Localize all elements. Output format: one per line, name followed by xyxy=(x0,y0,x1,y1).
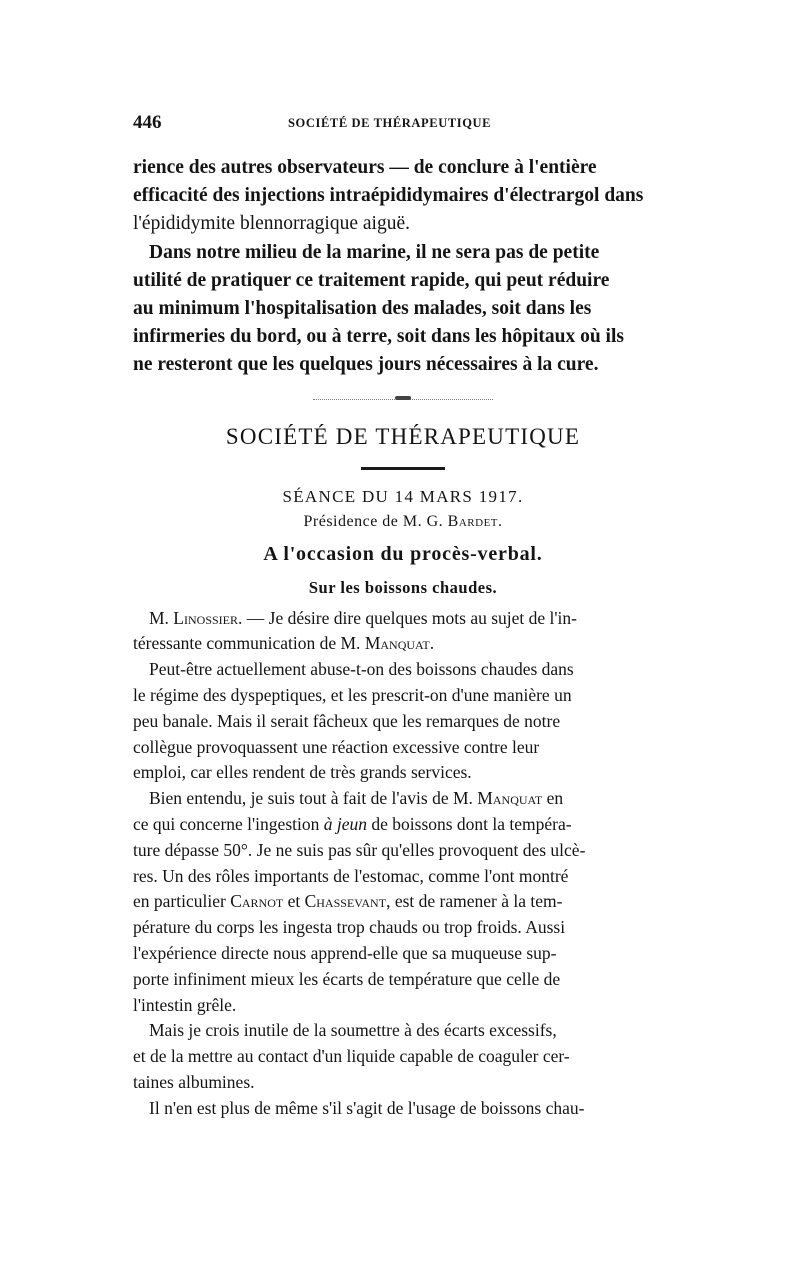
text-line: emploi, car elles rendent de très grands services. xyxy=(133,762,472,783)
author-name: Manquat xyxy=(364,633,430,654)
text-line: efficacité des injections intraépididymaires d'électrargol dans xyxy=(133,185,644,207)
text-span: en particulier xyxy=(133,891,231,912)
text-line: porte infiniment mieux les écarts de température que celle de xyxy=(133,968,561,989)
section-ornament xyxy=(133,390,673,410)
presidence-line xyxy=(133,513,673,531)
text-line: Mais je crois inutile de la soumettre à des écarts excessifs, xyxy=(149,1020,557,1041)
intro-paragraph-1 xyxy=(133,154,673,239)
text-line xyxy=(133,631,673,657)
text-line xyxy=(133,812,673,838)
text-span: . xyxy=(429,633,435,654)
text-line: l'intestin grêle. xyxy=(133,994,237,1015)
text-span: et xyxy=(283,891,305,912)
italic-span: à jeun xyxy=(323,814,367,834)
title-rule xyxy=(361,467,445,470)
section-title: SOCIÉTÉ DE THÉRAPEUTIQUE xyxy=(225,423,581,449)
text-line: infirmeries du bord, ou à terre, soit dans les hôpitaux où ils xyxy=(133,326,624,348)
author-name: Chassevant xyxy=(304,891,387,912)
book-page xyxy=(133,112,673,1122)
speaker-name: M. Linossier. xyxy=(149,607,243,628)
text-line: Peut-être actuellement abuse-t-on des boissons chaudes dans xyxy=(149,659,574,680)
text-line: collègue provoquassent une réaction excessive contre leur xyxy=(133,736,540,757)
text-span: , est de ramener à la tem- xyxy=(386,891,563,912)
text-line xyxy=(133,786,673,812)
text-span: ce qui concerne l'ingestion xyxy=(133,814,324,834)
text-span: Bien entendu, je suis tout à fait de l'avis de M. xyxy=(149,788,478,809)
text-line: peu banale. Mais il serait fâcheux que les remarques de notre xyxy=(133,710,561,731)
subsubhead: Sur les boissons chaudes. xyxy=(308,577,498,597)
author-name: Manquat xyxy=(477,788,543,809)
ornament-fleuron xyxy=(395,396,411,400)
text-span: — Je désire dire quelques mots au sujet de l'in- xyxy=(242,607,577,628)
text-line: ture dépasse 50°. Je ne suis pas sûr qu'elles provoquent des ulcè- xyxy=(133,839,586,860)
author-name: Carnot xyxy=(230,891,284,912)
text-line: ne resteront que les quelques jours nécessaires à la cure. xyxy=(133,354,599,376)
text-span: en xyxy=(542,788,564,809)
text-line: et de la mettre au contact d'un liquide capable de coaguler cer- xyxy=(133,1046,570,1067)
page-number: 446 xyxy=(133,112,162,133)
text-line: pérature du corps les ingesta trop chauds ou trop froids. Aussi xyxy=(133,917,566,938)
text-line: l'épididymite blennorragique aiguë. xyxy=(133,213,410,235)
presidence-name: M. G. Bardet. xyxy=(402,512,503,530)
text-line: res. Un des rôles importants de l'estomac, comme l'ont montré xyxy=(133,865,569,886)
text-line: taines albumines. xyxy=(133,1071,255,1092)
text-span: de boissons dont la tempéra- xyxy=(367,814,572,834)
text-line: Il n'en est plus de même s'il s'agit de l'usage de boissons chau- xyxy=(149,1097,585,1118)
running-head xyxy=(133,112,673,134)
text-span: téressante communication de M. xyxy=(133,633,365,654)
running-title: SOCIÉTÉ DE THÉRAPEUTIQUE xyxy=(288,116,492,130)
subhead: A l'occasion du procès-verbal. xyxy=(263,542,543,565)
text-line: rience des autres observateurs — de conclure à l'entière xyxy=(133,157,597,178)
intro-paragraph-2 xyxy=(133,239,673,380)
text-line xyxy=(133,606,673,632)
text-line: l'expérience directe nous apprend-elle que sa muqueuse sup- xyxy=(133,942,557,963)
text-line xyxy=(133,889,673,915)
text-line: utilité de pratiquer ce traitement rapide, qui peut réduire xyxy=(133,269,610,291)
presidence-prefix: Présidence de xyxy=(303,512,399,530)
text-line: au minimum l'hospitalisation des malades, soit dans les xyxy=(133,298,592,320)
text-line: Dans notre milieu de la marine, il ne sera pas de petite xyxy=(149,241,600,263)
session-date: SÉANCE DU 14 MARS 1917. xyxy=(282,486,524,506)
discussion-body xyxy=(133,606,673,1122)
text-line: le régime des dyspeptiques, et les prescrit-on d'une manière un xyxy=(133,685,572,706)
